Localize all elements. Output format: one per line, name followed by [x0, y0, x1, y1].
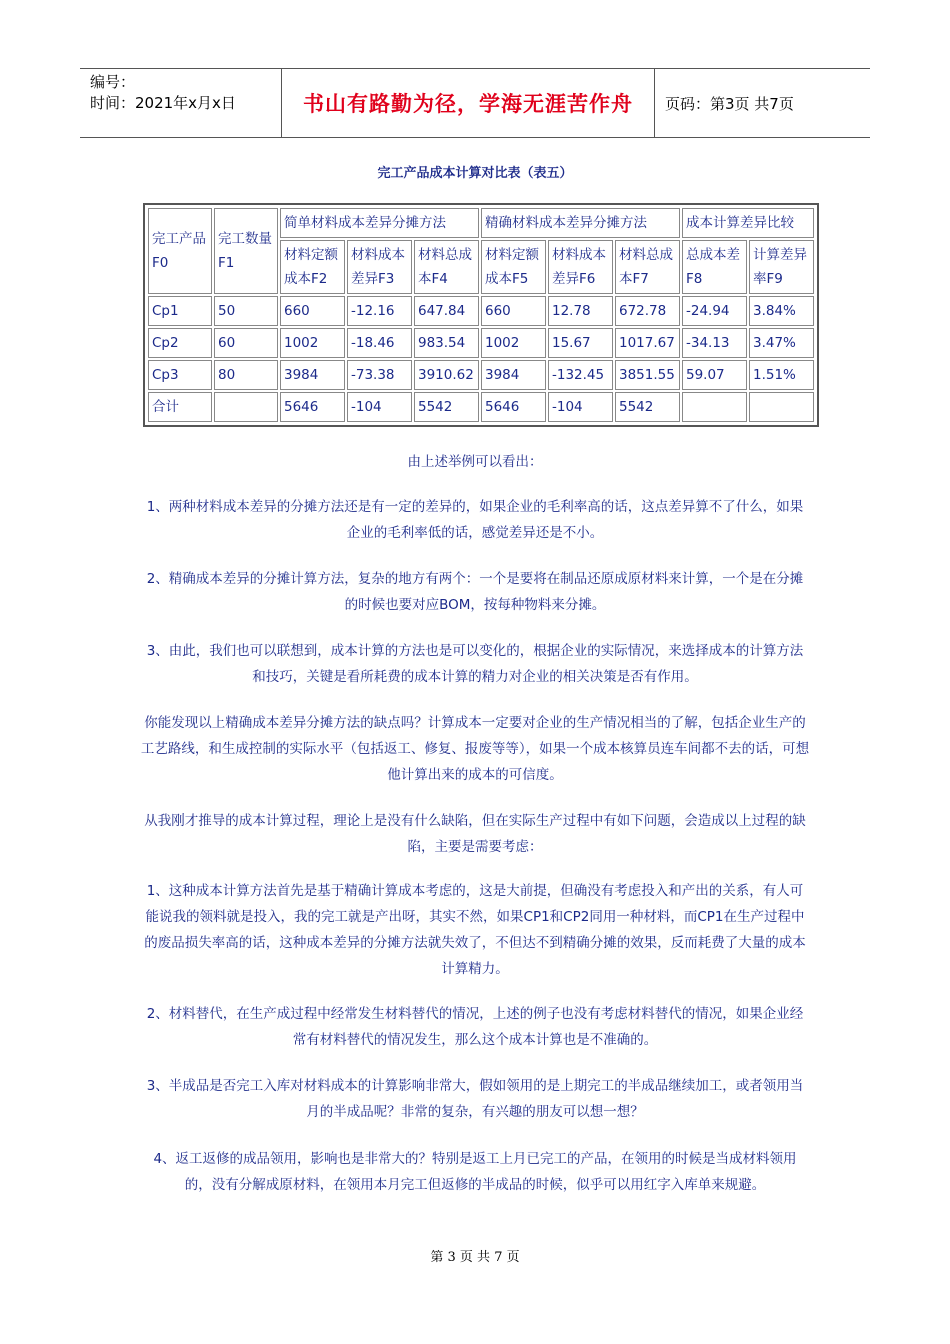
table-cell: -104: [548, 392, 613, 422]
table-cell: 672.78: [615, 296, 680, 326]
table-cell: 1017.67: [615, 328, 680, 358]
table-cell: 3851.55: [615, 360, 680, 390]
page-footer: 第 3 页 共 7 页: [430, 1250, 520, 1265]
table-row: [148, 328, 814, 358]
table-cell: [749, 392, 814, 422]
table-cell: 3.47%: [749, 328, 814, 358]
table-cell: 3910.62: [414, 360, 479, 390]
header-group-compare: 成本计算差异比较: [682, 208, 814, 238]
subheader-f9: 计算差异率F9: [749, 240, 814, 294]
table-cell: Cp2: [148, 328, 212, 358]
paragraph-point-1: 1、两种材料成本差异的分摊方法还是有一定的差异的，如果企业的毛利率高的话，这点差异算不了什么，如果企业的毛利率低的话，感觉差异还是不小。: [146, 499, 804, 541]
table-cell: 15.67: [548, 328, 613, 358]
table-cell: Cp1: [148, 296, 212, 326]
subheader-f8: 总成本差F8: [682, 240, 747, 294]
paragraph-issue-1: 1、这种成本计算方法首先是基于精确计算成本考虑的，这是大前提，但确没有考虑投入和产出的关系，有人可能说我的领料就是投入，我的完工就是产出呀，其实不然，如果CP1和CP2同用一种材料，而CP1在生产过程中的废品损失率高的话，这种成本差异的分摊方法就失效了，不但达不到精确分摊的效果，反而耗费了大量的成本计算精力。: [144, 883, 806, 977]
subheader-f7: 材料总成本F7: [615, 240, 680, 294]
subheader-f4: 材料总成本F4: [414, 240, 479, 294]
table-cell: -104: [347, 392, 412, 422]
table-cell: 647.84: [414, 296, 479, 326]
table-cell: 3984: [481, 360, 546, 390]
header-group-simple: 简单材料成本差异分摊方法: [280, 208, 479, 238]
paragraph-issues-intro: 从我刚才推导的成本计算过程，理论上是没有什么缺陷，但在实际生产过程中有如下问题，会造成以上过程的缺陷，主要是需要考虑：: [144, 813, 806, 855]
subheader-f6: 材料成本差异F6: [548, 240, 613, 294]
table-cell: -73.38: [347, 360, 412, 390]
table-header-row: [148, 208, 814, 238]
table-cell: 5646: [481, 392, 546, 422]
table-cell: -24.94: [682, 296, 747, 326]
header-group-precise: 精确材料成本差异分摊方法: [481, 208, 680, 238]
table-cell: -12.16: [347, 296, 412, 326]
paragraph-point-3: 3、由此，我们也可以联想到，成本计算的方法也是可以变化的，根据企业的实际情况，来选择成本的计算方法和技巧，关键是看所耗费的成本计算的精力对企业的相关决策是否有作用。: [146, 643, 804, 685]
header-quantity: 完工数量F1: [214, 208, 278, 294]
header-motto: 书山有路勤为径，学海无涯苦作舟: [282, 69, 655, 137]
table-cell: 80: [214, 360, 278, 390]
table-cell: 1.51%: [749, 360, 814, 390]
table-cell: 50: [214, 296, 278, 326]
paragraph-intro: 由上述举例可以看出：: [407, 454, 543, 470]
header-product: 完工产品F0: [148, 208, 212, 294]
number-label: 编号：: [90, 73, 136, 91]
table-cell: 5542: [414, 392, 479, 422]
header-page-number: 页码：第3页 共7页: [665, 94, 794, 113]
table-cell: 660: [280, 296, 345, 326]
paragraph-question: 你能发现以上精确成本差异分摊方法的缺点吗？计算成本一定要对企业的生产情况相当的了解，包括企业生产的工艺路线，和生成控制的实际水平（包括返工、修复、报废等等），如果一个成本核算员连车间都不去的话，可想他计算出来的成本的可信度。: [140, 715, 810, 783]
header-meta: [80, 69, 282, 137]
table-cell: 983.54: [414, 328, 479, 358]
subheader-f3: 材料成本差异F3: [347, 240, 412, 294]
table-cell: 1002: [280, 328, 345, 358]
table-total-row: [148, 392, 814, 422]
table-cell: 60: [214, 328, 278, 358]
table-cell: -34.13: [682, 328, 747, 358]
table-cell: 12.78: [548, 296, 613, 326]
table-row: [148, 360, 814, 390]
date-label: 时间：2021年x月x日: [90, 94, 236, 112]
table-cell: 合计: [148, 392, 212, 422]
paragraph-point-2: 2、精确成本差异的分摊计算方法，复杂的地方有两个：一个是要将在制品还原成原材料来计算，一个是在分摊的时候也要对应BOM，按每种物料来分摊。: [146, 571, 804, 613]
table-row: [148, 296, 814, 326]
paragraph-issue-3: 3、半成品是否完工入库对材料成本的计算影响非常大，假如领用的是上期完工的半成品继续加工，或者领用当月的半成品呢？非常的复杂，有兴趣的朋友可以想一想？: [146, 1078, 804, 1120]
paragraph-issue-2: 2、材料替代，在生产成过程中经常发生材料替代的情况，上述的例子也没有考虑材料替代的情况，如果企业经常有材料替代的情况发生，那么这个成本计算也是不准确的。: [146, 1006, 804, 1048]
table-cell: 1002: [481, 328, 546, 358]
table-cell: 5646: [280, 392, 345, 422]
table-cell: -132.45: [548, 360, 613, 390]
subheader-f2: 材料定额成本F2: [280, 240, 345, 294]
table-cell: 5542: [615, 392, 680, 422]
table-cell: [682, 392, 747, 422]
table-cell: -18.46: [347, 328, 412, 358]
table-cell: Cp3: [148, 360, 212, 390]
table-cell: 660: [481, 296, 546, 326]
table-cell: 3984: [280, 360, 345, 390]
table-cell: 3.84%: [749, 296, 814, 326]
cost-comparison-table: [143, 203, 819, 427]
page-header: [80, 68, 870, 138]
paragraph-issue-4: 4、返工返修的成品领用，影响也是非常大的？特别是返工上月已完工的产品，在领用的时候是当成材料领用的，没有分解成原材料，在领用本月完工但返修的半成品的时候，似乎可以用红字入库单来规避。: [153, 1151, 797, 1193]
table-title: 完工产品成本计算对比表（表五）: [377, 166, 573, 181]
table-cell: [214, 392, 278, 422]
table-cell: 59.07: [682, 360, 747, 390]
subheader-f5: 材料定额成本F5: [481, 240, 546, 294]
